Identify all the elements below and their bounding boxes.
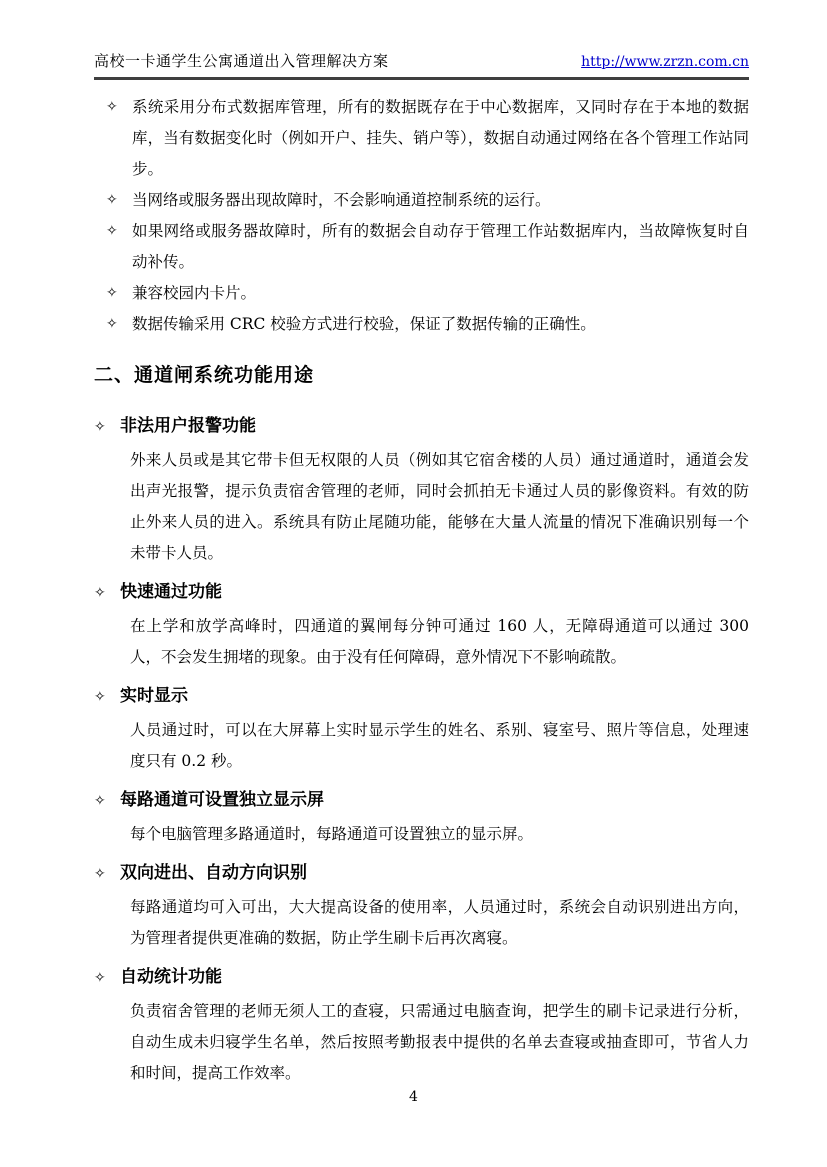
diamond-bullet-icon: ✧ — [106, 99, 118, 115]
list-item — [94, 185, 749, 216]
feature-block — [94, 684, 749, 777]
feature-body: 每路通道均可入可出，大大提高设备的使用率，人员通过时，系统会自动识别进出方向，为管理者提供更准确的数据，防止学生刷卡后再次离寝。 — [130, 898, 749, 947]
list-item-text: 如果网络或服务器故障时，所有的数据会自动存于管理工作站数据库内，当故障恢复时自动补传。 — [132, 222, 749, 271]
feature-body: 负责宿舍管理的老师无须人工的查寝，只需通过电脑查询，把学生的刷卡记录进行分析，自动生成未归寝学生名单，然后按照考勤报表中提供的名单去查寝或抽查即可，节省人力和时间，提高工作效率。 — [130, 1002, 749, 1082]
feature-block — [94, 965, 749, 1089]
feature-body: 外来人员或是其它带卡但无权限的人员（例如其它宿舍楼的人员）通过通道时，通道会发出声光报警，提示负责宿舍管理的老师，同时会抓拍无卡通过人员的影像资料。有效的防止外来人员的进入。系统具有防止尾随功能，能够在大量人流量的情况下准确识别每一个未带卡人员。 — [130, 451, 749, 562]
feature-heading — [94, 965, 749, 990]
header-title: 高校一卡通学生公寓通道出入管理解决方案 — [94, 52, 389, 70]
diamond-bullet-icon: ✧ — [94, 585, 106, 601]
diamond-bullet-icon: ✧ — [106, 316, 118, 332]
feature-title: 非法用户报警功能 — [120, 416, 256, 435]
feature-body: 每个电脑管理多路通道时，每路通道可设置独立的显示屏。 — [130, 825, 534, 843]
feature-heading — [94, 788, 749, 813]
feature-heading — [94, 684, 749, 709]
list-item-text: 数据传输采用 CRC 校验方式进行校验，保证了数据传输的正确性。 — [132, 315, 596, 333]
diamond-bullet-icon: ✧ — [94, 689, 106, 705]
list-item-text: 当网络或服务器出现故障时，不会影响通道控制系统的运行。 — [132, 191, 551, 209]
feature-title: 双向进出、自动方向识别 — [120, 863, 307, 882]
page-header — [94, 50, 749, 80]
header-url-link[interactable]: http://www.zrzn.com.cn — [581, 54, 749, 70]
list-item-text: 系统采用分布式数据库管理，所有的数据既存在于中心数据库，又同时存在于本地的数据库，当有数据变化时（例如开户、挂失、销户等），数据自动通过网络在各个管理工作站同步。 — [132, 98, 749, 178]
list-item — [94, 278, 749, 309]
feature-heading — [94, 861, 749, 886]
feature-heading — [94, 414, 749, 439]
diamond-bullet-icon: ✧ — [106, 223, 118, 239]
diamond-bullet-icon: ✧ — [106, 192, 118, 208]
list-item — [94, 216, 749, 278]
page-footer — [0, 1089, 827, 1105]
diamond-bullet-icon: ✧ — [94, 970, 106, 986]
diamond-bullet-icon: ✧ — [94, 419, 106, 435]
list-item-text: 兼容校园内卡片。 — [132, 284, 257, 302]
feature-block — [94, 580, 749, 673]
feature-title: 实时显示 — [120, 686, 188, 705]
feature-block — [94, 788, 749, 850]
feature-title: 自动统计功能 — [120, 967, 222, 986]
feature-body: 人员通过时，可以在大屏幕上实时显示学生的姓名、系别、寝室号、照片等信息，处理速度只有 0.2 秒。 — [130, 721, 749, 770]
feature-body: 在上学和放学高峰时，四通道的翼闸每分钟可通过 160 人，无障碍通道可以通过 300 人，不会发生拥堵的现象。由于没有任何障碍，意外情况下不影响疏散。 — [130, 617, 749, 666]
list-item — [94, 92, 749, 185]
page-number: 4 — [409, 1089, 418, 1105]
bullet-list — [94, 92, 749, 340]
section-heading: 二、通道闸系统功能用途 — [94, 365, 315, 386]
diamond-bullet-icon: ✧ — [94, 793, 106, 809]
list-item — [94, 309, 749, 340]
feature-block — [94, 414, 749, 569]
feature-heading — [94, 580, 749, 605]
diamond-bullet-icon: ✧ — [94, 866, 106, 882]
feature-title: 每路通道可设置独立显示屏 — [120, 790, 324, 809]
feature-block — [94, 861, 749, 954]
diamond-bullet-icon: ✧ — [106, 285, 118, 301]
feature-title: 快速通过功能 — [120, 582, 222, 601]
